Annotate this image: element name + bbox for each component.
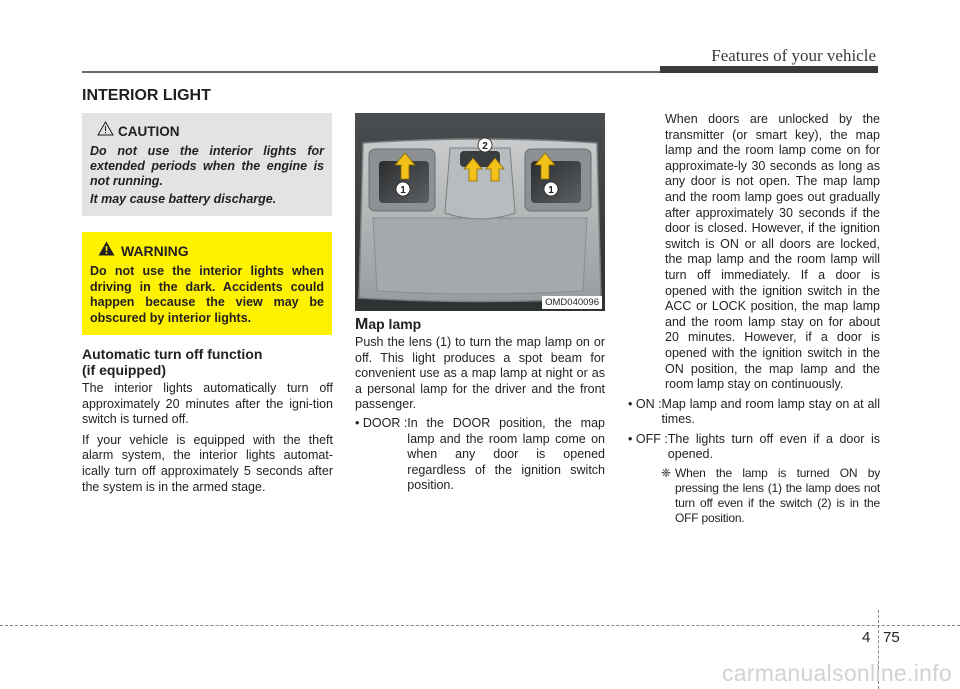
map-lamp-title — [355, 316, 421, 334]
note-symbol-icon: ❈ — [661, 466, 671, 481]
overhead-console-illustration — [355, 113, 605, 311]
figure-callout-1: 1 — [548, 185, 554, 196]
caution-triangle-icon — [97, 121, 114, 141]
map-lamp-paragraph: Push the lens (1) to turn the map lamp on or off. This light produces a spot beam for convenient use as a map lamp at night or as a personal lamp for the driver and the front passenger. — [355, 335, 605, 412]
note — [661, 466, 880, 526]
figure-callout-1: 1 — [400, 185, 406, 196]
map-lamp-body — [355, 335, 605, 494]
warning-text: Do not use the interior lights when driving in the dark. Accidents could happen because the view may be obscured by interior lights. — [90, 264, 324, 325]
warning-header — [98, 241, 324, 261]
right-column — [628, 112, 880, 526]
caution-box — [82, 113, 332, 216]
off-bullet — [628, 432, 880, 463]
auto-off-body — [82, 381, 333, 500]
warning-box — [82, 232, 332, 335]
door-bullet-label: • DOOR : — [355, 415, 408, 430]
warning-triangle-icon — [98, 241, 115, 261]
caution-header — [97, 121, 324, 141]
caution-title: CAUTION — [118, 123, 180, 139]
watermark: carmanualsonline.info — [721, 660, 952, 686]
auto-off-paragraph: The interior lights automatically turn off approximately 20 minutes after the igni-tion switch is turned off. — [82, 381, 333, 427]
map-lamp-figure — [355, 113, 605, 311]
off-bullet-text: The lights turn off even if a door is opened. — [667, 431, 880, 462]
page-number: 75 — [883, 629, 900, 646]
map-lamp-title-rest: ap lamp — [368, 316, 422, 332]
caution-line: It may cause battery discharge. — [90, 192, 277, 206]
header-tab-bar — [660, 66, 878, 73]
auto-off-heading-line: (if equipped) — [82, 362, 166, 378]
auto-off-heading — [82, 346, 332, 378]
door-bullet — [355, 416, 605, 494]
auto-off-heading-line: Automatic turn off function — [82, 346, 263, 362]
warning-title: WARNING — [121, 243, 189, 259]
caution-line: Do not use the interior lights for extended periods when the engine is not running. — [90, 144, 324, 188]
figure-callout-2: 2 — [482, 141, 488, 152]
chapter-number: 4 — [862, 629, 871, 646]
auto-off-paragraph: If your vehicle is equipped with the theft alarm system, the interior lights automat-ically turn off approximately 5 seconds after the system is in the armed stage. — [82, 432, 333, 494]
note-text: When the lamp is turned ON by pressing the lens (1) the lamp does not turn off even if the switch (2) is in the OFF position. — [675, 466, 880, 526]
door-continued-text: When doors are unlocked by the transmitter (or smart key), the map lamp and the room lamp come on for approximate-ly 30 seconds as long as any door is not open. The map lamp and the room lamp goes out gradually after approximately 30 seconds if the door is closed. However, if the ignition switch is ON or all doors are locked, the map lamp and the room lamp will turn off immediately. If a door is opened with the ignition switch in the ACC or LOCK position, the map lamp and the room lamp stay on for about 20 minutes. However, if a door is opened with the ignition switch in the ON position, the map lamp and the room lamp stay on continuously. — [665, 112, 880, 392]
caution-text — [90, 144, 324, 207]
door-bullet-text: In the DOOR position, the map lamp and the room lamp come on when any door is opened regardless of the ignition switch position. — [407, 415, 605, 493]
off-bullet-label: • OFF : — [628, 431, 668, 446]
running-header: Features of your vehicle — [711, 46, 876, 65]
on-bullet-label: • ON : — [628, 396, 662, 411]
map-lamp-title-cap: M — [355, 316, 369, 333]
footer-rule — [0, 625, 960, 626]
on-bullet — [628, 397, 880, 428]
section-title: INTERIOR LIGHT — [82, 87, 211, 104]
on-bullet-text: Map lamp and room lamp stay on at all times. — [661, 396, 880, 427]
figure-code: OMD040096 — [542, 296, 602, 309]
